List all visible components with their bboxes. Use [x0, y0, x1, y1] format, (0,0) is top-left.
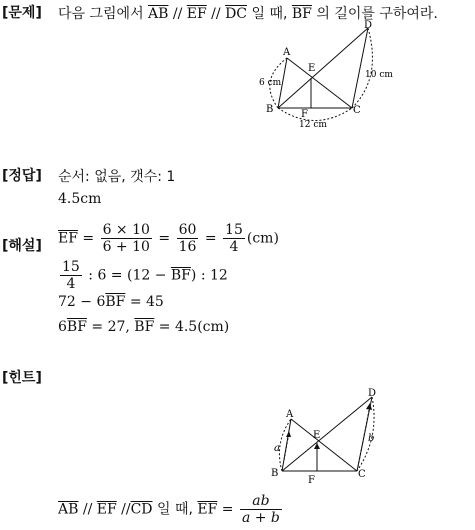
sol-l3-pre: 72 − 6: [58, 294, 106, 310]
hint-formula: [58, 493, 284, 526]
sol-frac-1: [101, 222, 152, 255]
hint-fig-b-length: b: [368, 433, 375, 444]
fig-label-c: C: [353, 105, 361, 116]
fig-label-e: E: [308, 63, 316, 74]
hint-fig-label-c: C: [358, 469, 366, 480]
hint-sep-2: //: [116, 501, 131, 518]
solution-line-3: [58, 294, 164, 310]
answer-value: 4.5cm: [58, 191, 102, 207]
fig-len-right: 10 cm: [365, 70, 393, 80]
problem-label: [문제]: [2, 5, 42, 21]
fig-len-bottom: 12 cm: [299, 120, 327, 130]
sol-frac-2-den: 16: [178, 239, 197, 255]
sol-l2-bf: $\overline{BF}$: [170, 267, 191, 284]
sol-frac-1-num: 6 × 10: [102, 222, 150, 238]
hint-fig-label-a: A: [286, 409, 294, 420]
sol-ef: $\overline{EF}$: [58, 230, 78, 247]
sol-frac-3-den: 4: [229, 239, 239, 255]
sol-frac-4: [60, 259, 82, 292]
problem-text-suffix: 의 길이를 구하여라.: [311, 6, 438, 22]
segment-bf: $\overline{BF}$: [291, 6, 312, 22]
solution-line-2: [58, 259, 228, 292]
segment-dc: $\overline{DC}$: [225, 6, 248, 22]
sol-frac-4-den: 4: [66, 276, 76, 292]
hint-figure: [262, 385, 392, 485]
parallel-sep-2: //: [206, 6, 226, 22]
solution-line-4: [58, 319, 229, 335]
hint-frac-den: a + b: [241, 510, 280, 526]
hint-fig-label-f: F: [308, 475, 315, 485]
sol-l4-end: = 4.5(cm): [154, 319, 230, 335]
hint-label: [힌트]: [2, 370, 42, 386]
hint-fig-label-d: D: [368, 388, 377, 399]
parallel-sep-1: //: [168, 6, 187, 22]
sol-frac-3-num: 15: [225, 222, 243, 238]
hint-cd: $\overline{CD}$: [130, 501, 153, 518]
hint-ab: $\overline{AB}$: [58, 501, 79, 518]
sol-l2-mid: : 6 = (12 −: [83, 267, 171, 284]
sol-l3-end: = 45: [125, 294, 164, 310]
problem-text-mid: 일 때,: [247, 6, 292, 22]
segment-ef: $\overline{EF}$: [186, 6, 207, 22]
fig-label-d: D: [364, 20, 373, 31]
hint-eq: =: [217, 501, 238, 518]
problem-figure: [250, 18, 410, 133]
hint-ef: $\overline{EF}$: [96, 501, 117, 518]
hint-fig-a-length: a: [274, 443, 280, 454]
sol-frac-2-num: 60: [178, 222, 197, 238]
segment-ab: $\overline{AB}$: [148, 6, 169, 22]
sol-frac-3: [223, 222, 245, 255]
sol-l4-mid: = 27,: [86, 319, 135, 335]
fig-label-b: B: [266, 104, 274, 115]
sol-l4-pre: 6: [58, 319, 67, 335]
hint-frac: [240, 493, 282, 526]
sol-l4-bf2: $\overline{BF}$: [134, 319, 155, 335]
answer-meta: 순서: 없음, 갯수: 1: [58, 169, 176, 185]
sol-l4-bf1: $\overline{BF}$: [66, 319, 87, 335]
problem-text-prefix: 다음 그림에서: [58, 6, 149, 22]
hint-sep-1: //: [78, 501, 97, 518]
fig-label-f: F: [301, 109, 308, 120]
hint-fig-label-e: E: [313, 430, 321, 441]
hint-ef-2: $\overline{EF}$: [197, 501, 218, 518]
answer-label: [정답]: [2, 168, 42, 184]
fig-len-left: 6 cm: [259, 78, 282, 88]
hint-mid: 일 때,: [152, 501, 198, 518]
sol-frac-1-den: 6 + 10: [102, 239, 150, 255]
hint-frac-num: ab: [240, 493, 282, 510]
solution-line-1: $\overline{EF}$ = $\frac{6 \times 10}{6 + 10}$ = $\frac{60}{16}$ = $\frac{15}{4}$ (cm): [58, 222, 279, 255]
sol-l3-bf: $\overline{BF}$: [105, 294, 126, 310]
sol-unit: (cm): [246, 230, 279, 247]
sol-frac-2: [177, 222, 199, 255]
solution-label: [해설]: [2, 238, 42, 254]
hint-fig-label-b: B: [271, 468, 279, 479]
sol-l2-end: ) : 12: [190, 267, 228, 284]
fig-label-a: A: [283, 47, 291, 58]
sol-frac-4-num: 15: [62, 259, 80, 275]
